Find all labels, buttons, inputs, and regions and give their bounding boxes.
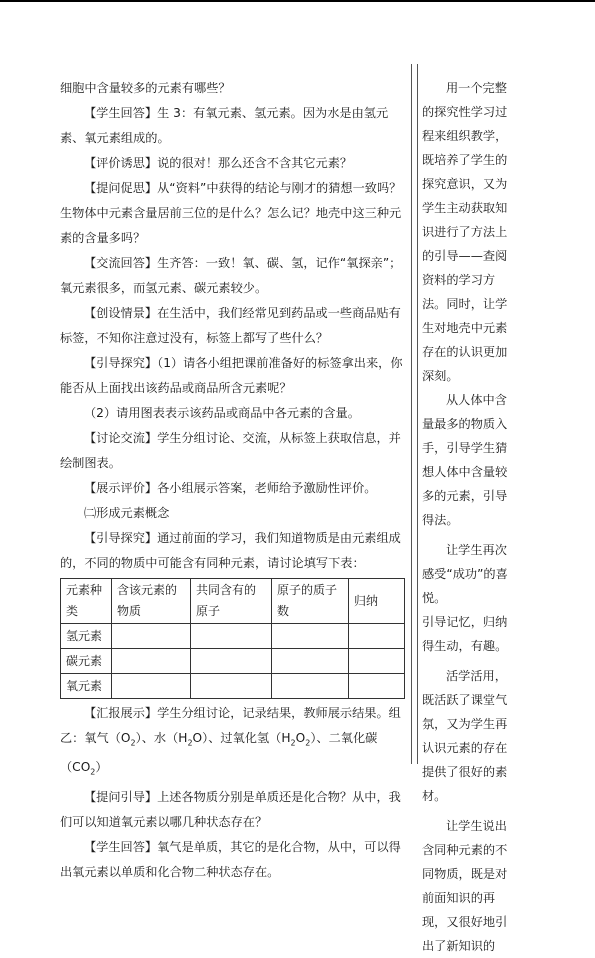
table-cell <box>191 674 272 699</box>
paragraph: 【创设情景】在生活中，我们经常见到药品或一些商品贴有标签，不知你注意过没有，标签上都写了些什么？ <box>60 306 401 345</box>
column-divider-right <box>417 64 418 764</box>
paragraph: 【引导探究】（1）请各小组把课前准备好的标签拿出来，你能否从上面找出该药品或商品所含元素呢？ <box>60 356 403 395</box>
subscript: 2 <box>187 738 193 748</box>
subscript: 2 <box>130 738 136 748</box>
paragraph: 【学生回答】氧气是单质，其它的是化合物，从中，可以得出氧元素以单质和化合物二种状态存在。 <box>60 839 401 879</box>
main-column <box>60 76 405 885</box>
element-table <box>60 578 405 699</box>
paragraph: 【学生回答】生 3：有氧元素、氢元素。因为水是由氢元素、氧元素组成的。 <box>60 106 389 145</box>
side-note: 让学生说出含同种元素的不同物质，既是对前面知识的再现，又很好地引出了新知识的 <box>422 819 508 953</box>
text-run: O <box>295 731 306 745</box>
table-cell: 氢元素 <box>61 624 112 649</box>
subscript: 2 <box>305 738 311 748</box>
paragraph: 【评价诱思】说的很对！那么还含不含其它元素？ <box>84 156 353 170</box>
table-cell <box>349 624 405 649</box>
table-row <box>61 649 405 674</box>
paragraph <box>60 701 405 785</box>
paragraph: 细胞中含量较多的元素有哪些？ <box>60 81 231 95</box>
subscript: 2 <box>290 738 296 748</box>
paragraph: 【展示评价】各小组展示答案，老师给予激励性评价。 <box>84 481 377 495</box>
paragraph: （2）请用图表表示该药品或商品中各元素的含量。 <box>84 406 360 420</box>
table-cell <box>272 624 349 649</box>
text-run: ）、二氧化碳（CO <box>60 731 378 775</box>
side-notes-column <box>422 76 518 958</box>
table-cell <box>272 649 349 674</box>
section-heading: ㈡形成元素概念 <box>84 506 170 520</box>
table-cell <box>349 674 405 699</box>
table-header-cell: 含该元素的物质 <box>112 579 191 624</box>
paragraph: 【讨论交流】学生分组讨论、交流，从标签上获取信息，并绘制图表。 <box>60 431 401 470</box>
table-cell <box>112 649 191 674</box>
table-cell: 氧元素 <box>61 674 112 699</box>
text-run: ）、水（H <box>135 731 188 745</box>
paragraph: 【提问促思】从“资料”中获得的结论与刚才的猜想一致吗？生物体中元素含量居前三位的是什么？怎么记？地壳中这三种元素的含量多吗？ <box>60 181 402 245</box>
table-cell <box>112 624 191 649</box>
column-divider-left <box>411 64 412 764</box>
subscript: 2 <box>90 767 96 777</box>
table-row <box>61 674 405 699</box>
text-run: ） <box>95 760 108 775</box>
text-run: 【汇报展示】学生分组讨论，记录结果，教师展示结果。组乙：氧气（O <box>60 706 401 745</box>
paragraph: 【提问引导】上述各物质分别是单质还是化合物？从中，我们可以知道氧元素以哪几种状态存在？ <box>60 789 401 829</box>
table-cell <box>191 649 272 674</box>
side-note: 让学生再次感受“成功”的喜悦。 <box>422 543 508 605</box>
table-cell: 碳元素 <box>61 649 112 674</box>
side-note: 活学活用，既活跃了课堂气氛，又为学生再认识元素的存在提供了很好的素材。 <box>422 669 508 803</box>
table-header-row <box>61 579 405 624</box>
table-header-cell: 原子的质子数 <box>272 579 349 624</box>
paragraph: 【引导探究】通过前面的学习，我们知道物质是由元素组成的，不同的物质中可能含有同种元素，请讨论填写下表： <box>60 531 401 570</box>
side-note: 引导记忆，归纳得生动，有趣。 <box>422 615 508 653</box>
table-cell <box>272 674 349 699</box>
side-note: 用一个完整的探究性学习过程来组织教学，既培养了学生的探究意识，又为学生主动获取知识进行了方法上的引导——查阅资料的学习方法。同时，让学生对地壳中元素存在的认识更加深刻。 <box>422 81 508 383</box>
table-row <box>61 624 405 649</box>
table-cell <box>112 674 191 699</box>
side-note: 从人体中含量最多的物质入手，引导学生猜想人体中含量较多的元素，引导得法。 <box>422 393 508 527</box>
text-run: O）、过氧化氢（H <box>192 731 291 745</box>
table-header-cell: 共同含有的原子 <box>191 579 272 624</box>
table-cell <box>349 649 405 674</box>
table-header-cell: 归纳 <box>349 579 405 624</box>
paragraph: 【交流回答】生齐答：一致！氧、碳、氢，记作“氧探亲”；氧元素很多，而氢元素、碳元素较少。 <box>60 256 402 295</box>
table-cell <box>191 624 272 649</box>
table-header-cell: 元素种类 <box>61 579 112 624</box>
top-rule <box>0 0 595 2</box>
